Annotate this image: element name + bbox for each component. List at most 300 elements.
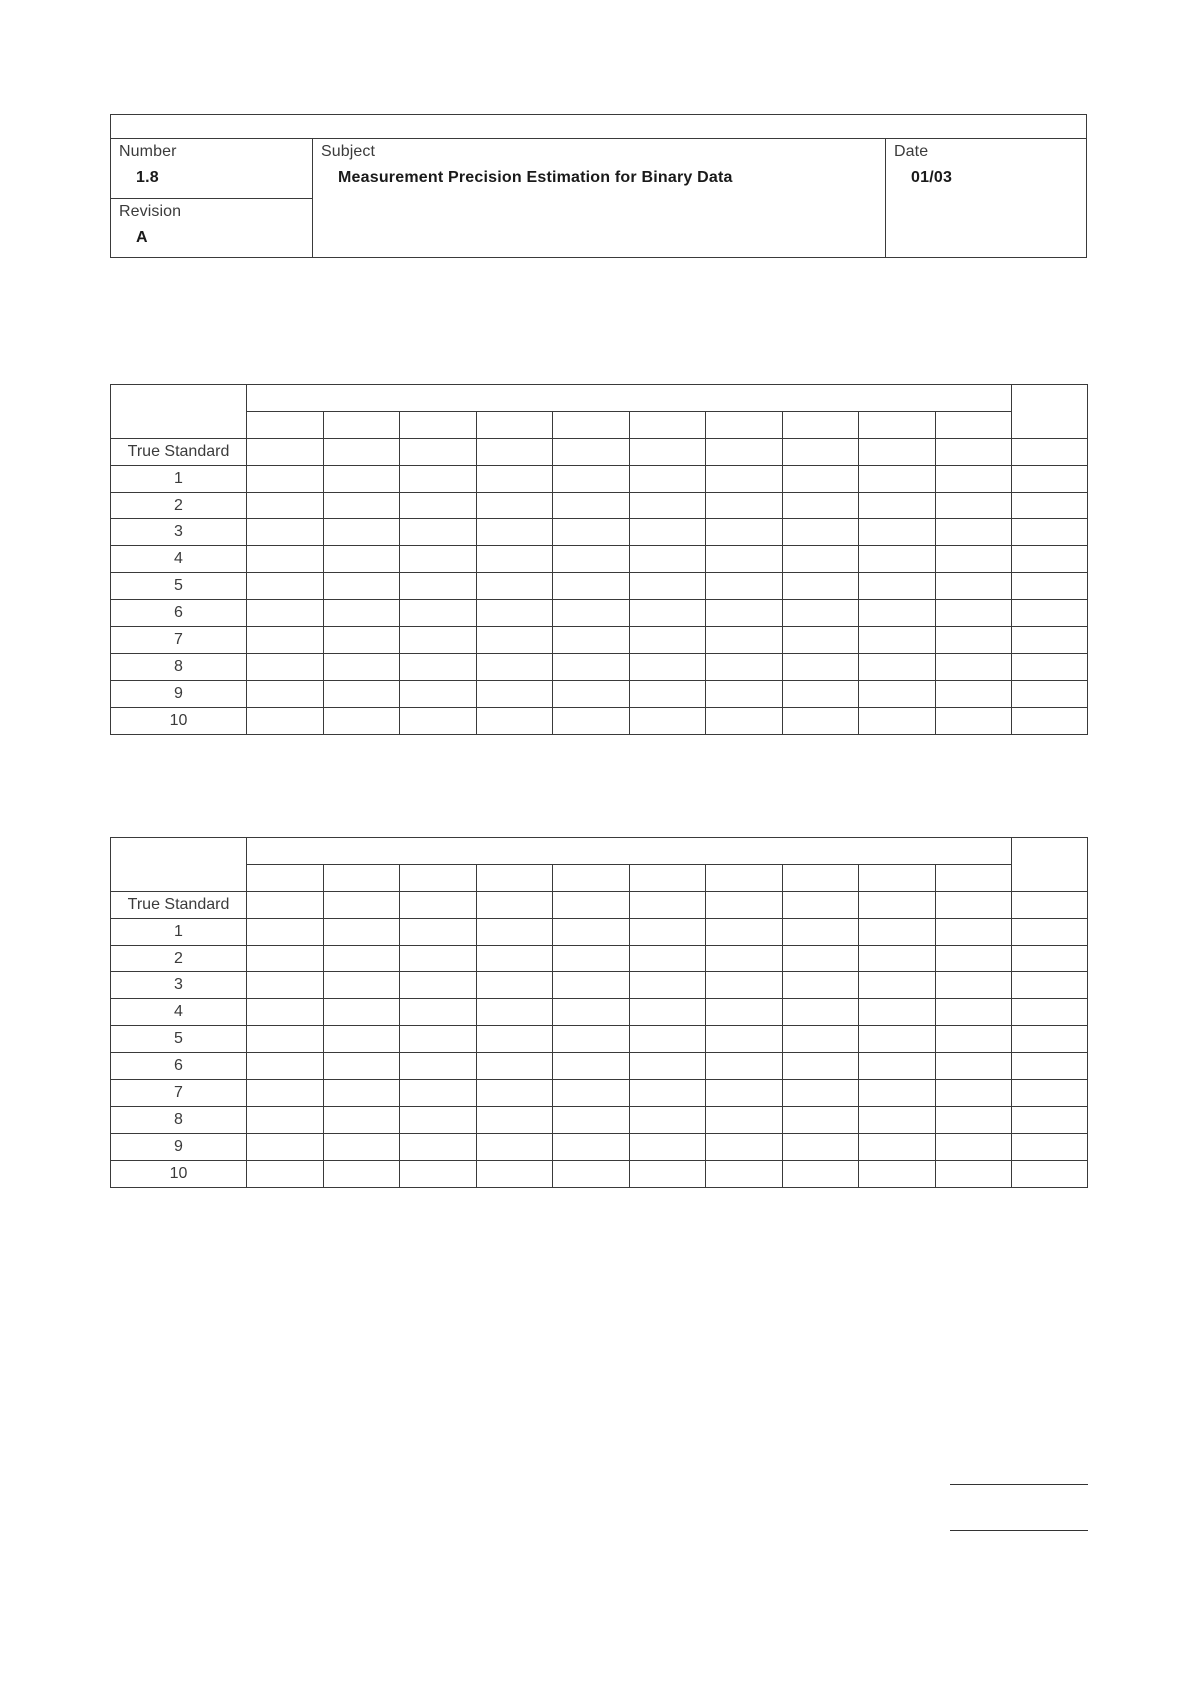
data-entry-cell[interactable]: [1012, 918, 1088, 945]
data-entry-cell[interactable]: [247, 1133, 324, 1160]
true-standard-cell[interactable]: [1012, 891, 1088, 918]
data-entry-cell[interactable]: [935, 945, 1012, 972]
data-entry-cell[interactable]: [476, 1160, 553, 1187]
table-subheader-row: [111, 864, 1088, 891]
trial-column-header-cell[interactable]: [476, 411, 553, 438]
header-top-strip: [111, 115, 1086, 139]
data-entry-cell[interactable]: [1012, 1106, 1088, 1133]
data-entry-cell[interactable]: [935, 627, 1012, 654]
data-entry-cell[interactable]: [706, 1160, 783, 1187]
true-standard-cell[interactable]: [859, 891, 936, 918]
data-entry-cell[interactable]: [782, 999, 859, 1026]
data-entry-cell[interactable]: [476, 680, 553, 707]
row-number-label: 3: [111, 519, 247, 546]
data-entry-cell[interactable]: [706, 1053, 783, 1080]
row-number-label: 2: [111, 945, 247, 972]
data-entry-cell[interactable]: [1012, 707, 1088, 734]
true-standard-cell[interactable]: [553, 438, 630, 465]
row-number-label: 3: [111, 972, 247, 999]
data-entry-cell[interactable]: [247, 918, 324, 945]
data-entry-cell[interactable]: [400, 627, 477, 654]
data-entry-cell[interactable]: [1012, 1080, 1088, 1107]
data-entry-cell[interactable]: [935, 1106, 1012, 1133]
measurement-grid-2: [110, 837, 1088, 1188]
true-standard-cell[interactable]: [323, 438, 400, 465]
data-entry-cell[interactable]: [553, 600, 630, 627]
data-entry-cell[interactable]: [935, 1026, 1012, 1053]
trial-column-header-cell[interactable]: [247, 864, 324, 891]
data-entry-cell[interactable]: [476, 918, 553, 945]
data-entry-cell[interactable]: [706, 573, 783, 600]
data-entry-cell[interactable]: [323, 1053, 400, 1080]
data-entry-cell[interactable]: [1012, 999, 1088, 1026]
data-entry-cell[interactable]: [323, 1106, 400, 1133]
data-entry-cell[interactable]: [782, 918, 859, 945]
data-entry-cell[interactable]: [859, 1106, 936, 1133]
data-entry-cell[interactable]: [476, 519, 553, 546]
true-standard-cell[interactable]: [629, 891, 706, 918]
data-entry-cell[interactable]: [247, 1106, 324, 1133]
data-entry-cell[interactable]: [400, 600, 477, 627]
data-entry-cell[interactable]: [476, 600, 553, 627]
data-entry-cell[interactable]: [323, 627, 400, 654]
row-number-label: 4: [111, 546, 247, 573]
data-entry-cell[interactable]: [859, 573, 936, 600]
data-entry-cell[interactable]: [629, 918, 706, 945]
data-entry-cell[interactable]: [553, 999, 630, 1026]
number-value: 1.8: [136, 169, 159, 186]
data-entry-cell[interactable]: [247, 1053, 324, 1080]
data-entry-cell[interactable]: [706, 546, 783, 573]
data-entry-cell[interactable]: [476, 707, 553, 734]
data-entry-cell[interactable]: [706, 680, 783, 707]
true-standard-cell[interactable]: [782, 438, 859, 465]
data-entry-cell[interactable]: [1012, 465, 1088, 492]
table-row: [111, 573, 1088, 600]
data-entry-cell[interactable]: [935, 600, 1012, 627]
data-entry-cell[interactable]: [476, 1106, 553, 1133]
data-entry-cell[interactable]: [859, 653, 936, 680]
data-entry-cell[interactable]: [782, 519, 859, 546]
data-entry-cell[interactable]: [629, 492, 706, 519]
data-entry-cell[interactable]: [629, 1080, 706, 1107]
data-entry-cell[interactable]: [476, 653, 553, 680]
data-entry-cell[interactable]: [629, 1160, 706, 1187]
data-entry-cell[interactable]: [706, 1106, 783, 1133]
data-entry-cell[interactable]: [935, 918, 1012, 945]
data-entry-cell[interactable]: [859, 945, 936, 972]
table-row: [111, 600, 1088, 627]
data-entry-cell[interactable]: [323, 972, 400, 999]
data-entry-cell[interactable]: [553, 972, 630, 999]
corner-header-cell: [111, 838, 247, 892]
result-header-cell[interactable]: [1012, 385, 1088, 439]
trials-group-header-cell[interactable]: [247, 838, 1012, 865]
data-entry-cell[interactable]: [400, 573, 477, 600]
true-standard-cell[interactable]: [935, 891, 1012, 918]
trial-column-header-cell[interactable]: [782, 411, 859, 438]
number-label: Number: [119, 143, 177, 160]
data-entry-cell[interactable]: [400, 999, 477, 1026]
data-entry-cell[interactable]: [859, 999, 936, 1026]
data-entry-cell[interactable]: [476, 492, 553, 519]
data-entry-cell[interactable]: [782, 1133, 859, 1160]
data-entry-cell[interactable]: [706, 707, 783, 734]
data-entry-cell[interactable]: [859, 492, 936, 519]
data-entry-cell[interactable]: [400, 918, 477, 945]
data-entry-cell[interactable]: [1012, 546, 1088, 573]
data-entry-cell[interactable]: [859, 546, 936, 573]
revision-value: A: [136, 229, 148, 246]
data-entry-cell[interactable]: [935, 465, 1012, 492]
table-row: [111, 680, 1088, 707]
trial-column-header-cell[interactable]: [859, 411, 936, 438]
data-entry-cell[interactable]: [935, 972, 1012, 999]
trial-column-header-cell[interactable]: [553, 411, 630, 438]
data-entry-cell[interactable]: [859, 918, 936, 945]
true-standard-cell[interactable]: [553, 891, 630, 918]
data-entry-cell[interactable]: [1012, 573, 1088, 600]
subject-field: [313, 139, 886, 257]
trial-column-header-cell[interactable]: [476, 864, 553, 891]
data-entry-cell[interactable]: [323, 999, 400, 1026]
table-row: [111, 1053, 1088, 1080]
true-standard-cell[interactable]: [935, 438, 1012, 465]
data-entry-cell[interactable]: [629, 1053, 706, 1080]
data-entry-cell[interactable]: [476, 1053, 553, 1080]
data-entry-cell[interactable]: [782, 653, 859, 680]
data-entry-cell[interactable]: [706, 918, 783, 945]
data-entry-cell[interactable]: [323, 492, 400, 519]
data-entry-cell[interactable]: [629, 573, 706, 600]
trial-column-header-cell[interactable]: [935, 411, 1012, 438]
data-entry-cell[interactable]: [247, 465, 324, 492]
signature-line[interactable]: [950, 1484, 1088, 1485]
data-entry-cell[interactable]: [782, 546, 859, 573]
data-entry-cell[interactable]: [247, 492, 324, 519]
data-entry-cell[interactable]: [400, 1080, 477, 1107]
data-entry-cell[interactable]: [553, 1133, 630, 1160]
data-entry-cell[interactable]: [1012, 600, 1088, 627]
data-entry-cell[interactable]: [706, 945, 783, 972]
data-entry-cell[interactable]: [706, 1133, 783, 1160]
row-number-label: 5: [111, 1026, 247, 1053]
table-row: [111, 465, 1088, 492]
data-entry-cell[interactable]: [323, 1026, 400, 1053]
trial-column-header-cell[interactable]: [629, 864, 706, 891]
data-entry-cell[interactable]: [935, 573, 1012, 600]
data-entry-cell[interactable]: [323, 918, 400, 945]
data-entry-cell[interactable]: [629, 600, 706, 627]
data-entry-cell[interactable]: [553, 546, 630, 573]
data-entry-cell[interactable]: [629, 707, 706, 734]
row-number-label: 7: [111, 627, 247, 654]
data-entry-cell[interactable]: [629, 465, 706, 492]
data-entry-cell[interactable]: [859, 707, 936, 734]
data-entry-cell[interactable]: [400, 546, 477, 573]
data-entry-cell[interactable]: [629, 627, 706, 654]
data-entry-cell[interactable]: [476, 999, 553, 1026]
data-entry-cell[interactable]: [323, 600, 400, 627]
row-number-label: 8: [111, 1106, 247, 1133]
data-entry-cell[interactable]: [400, 653, 477, 680]
data-entry-cell[interactable]: [629, 653, 706, 680]
true-standard-cell[interactable]: [476, 891, 553, 918]
data-entry-cell[interactable]: [782, 1026, 859, 1053]
data-entry-cell[interactable]: [400, 1053, 477, 1080]
data-entry-cell[interactable]: [706, 653, 783, 680]
true-standard-cell[interactable]: [706, 438, 783, 465]
data-entry-cell[interactable]: [400, 972, 477, 999]
data-entry-cell[interactable]: [247, 519, 324, 546]
data-entry-cell[interactable]: [476, 627, 553, 654]
result-header-cell[interactable]: [1012, 838, 1088, 892]
data-entry-cell[interactable]: [247, 972, 324, 999]
data-entry-cell[interactable]: [476, 573, 553, 600]
row-number-label: 9: [111, 1133, 247, 1160]
data-entry-cell[interactable]: [782, 465, 859, 492]
row-number-label: 10: [111, 707, 247, 734]
data-entry-cell[interactable]: [706, 600, 783, 627]
table-row: [111, 918, 1088, 945]
table-row: [111, 999, 1088, 1026]
trial-column-header-cell[interactable]: [323, 411, 400, 438]
data-entry-cell[interactable]: [935, 492, 1012, 519]
data-entry-cell[interactable]: [323, 653, 400, 680]
trial-column-header-cell[interactable]: [706, 864, 783, 891]
data-entry-cell[interactable]: [323, 465, 400, 492]
data-entry-cell[interactable]: [553, 492, 630, 519]
data-entry-cell[interactable]: [935, 653, 1012, 680]
data-entry-cell[interactable]: [782, 945, 859, 972]
true-standard-row: [111, 891, 1088, 918]
data-entry-cell[interactable]: [1012, 653, 1088, 680]
date-signature-line[interactable]: [950, 1530, 1088, 1531]
data-entry-cell[interactable]: [1012, 680, 1088, 707]
data-entry-cell[interactable]: [476, 1026, 553, 1053]
trial-column-header-cell[interactable]: [629, 411, 706, 438]
data-entry-cell[interactable]: [1012, 627, 1088, 654]
data-entry-cell[interactable]: [400, 1106, 477, 1133]
data-entry-cell[interactable]: [935, 1080, 1012, 1107]
table-row: [111, 627, 1088, 654]
data-entry-cell[interactable]: [782, 600, 859, 627]
data-entry-cell[interactable]: [323, 573, 400, 600]
true-standard-cell[interactable]: [859, 438, 936, 465]
true-standard-cell[interactable]: [247, 891, 324, 918]
data-entry-cell[interactable]: [859, 1080, 936, 1107]
data-entry-cell[interactable]: [782, 1053, 859, 1080]
data-entry-cell[interactable]: [247, 600, 324, 627]
data-entry-cell[interactable]: [247, 707, 324, 734]
data-entry-cell[interactable]: [782, 707, 859, 734]
data-entry-cell[interactable]: [1012, 492, 1088, 519]
data-entry-cell[interactable]: [935, 546, 1012, 573]
data-entry-cell[interactable]: [553, 680, 630, 707]
row-number-label: 7: [111, 1080, 247, 1107]
data-entry-cell[interactable]: [782, 573, 859, 600]
true-standard-label: True Standard: [111, 438, 247, 465]
data-entry-cell[interactable]: [859, 465, 936, 492]
data-entry-cell[interactable]: [782, 492, 859, 519]
data-entry-cell[interactable]: [859, 519, 936, 546]
data-entry-cell[interactable]: [859, 1026, 936, 1053]
data-entry-cell[interactable]: [859, 1053, 936, 1080]
data-entry-cell[interactable]: [476, 546, 553, 573]
data-entry-cell[interactable]: [935, 1053, 1012, 1080]
data-entry-cell[interactable]: [1012, 1160, 1088, 1187]
true-standard-cell[interactable]: [706, 891, 783, 918]
trial-column-header-cell[interactable]: [859, 864, 936, 891]
trial-column-header-cell[interactable]: [782, 864, 859, 891]
true-standard-cell[interactable]: [1012, 438, 1088, 465]
data-entry-cell[interactable]: [323, 546, 400, 573]
data-entry-cell[interactable]: [400, 945, 477, 972]
data-entry-cell[interactable]: [859, 627, 936, 654]
data-entry-cell[interactable]: [1012, 945, 1088, 972]
data-entry-cell[interactable]: [553, 653, 630, 680]
data-entry-cell[interactable]: [629, 1106, 706, 1133]
trial-column-header-cell[interactable]: [400, 864, 477, 891]
data-entry-cell[interactable]: [400, 1160, 477, 1187]
data-entry-cell[interactable]: [553, 465, 630, 492]
data-entry-cell[interactable]: [935, 1160, 1012, 1187]
table-row: [111, 546, 1088, 573]
true-standard-cell[interactable]: [782, 891, 859, 918]
data-entry-cell[interactable]: [553, 1080, 630, 1107]
data-entry-cell[interactable]: [553, 519, 630, 546]
data-entry-cell[interactable]: [553, 1160, 630, 1187]
data-entry-cell[interactable]: [323, 1133, 400, 1160]
data-entry-cell[interactable]: [476, 465, 553, 492]
data-entry-cell[interactable]: [629, 1133, 706, 1160]
data-entry-cell[interactable]: [323, 519, 400, 546]
data-entry-cell[interactable]: [706, 519, 783, 546]
true-standard-cell[interactable]: [323, 891, 400, 918]
data-entry-cell[interactable]: [935, 680, 1012, 707]
data-entry-cell[interactable]: [706, 465, 783, 492]
data-entry-cell[interactable]: [629, 945, 706, 972]
true-standard-cell[interactable]: [629, 438, 706, 465]
data-entry-cell[interactable]: [247, 945, 324, 972]
data-entry-cell[interactable]: [859, 972, 936, 999]
data-entry-cell[interactable]: [247, 1080, 324, 1107]
trials-group-header-cell[interactable]: [247, 385, 1012, 412]
data-entry-cell[interactable]: [859, 1160, 936, 1187]
data-entry-cell[interactable]: [553, 627, 630, 654]
data-entry-cell[interactable]: [247, 680, 324, 707]
data-entry-cell[interactable]: [247, 653, 324, 680]
data-entry-cell[interactable]: [323, 1080, 400, 1107]
row-number-label: 6: [111, 1053, 247, 1080]
data-entry-cell[interactable]: [629, 1026, 706, 1053]
data-entry-cell[interactable]: [859, 600, 936, 627]
data-entry-cell[interactable]: [1012, 1053, 1088, 1080]
data-entry-cell[interactable]: [400, 492, 477, 519]
data-entry-cell[interactable]: [247, 1026, 324, 1053]
data-entry-cell[interactable]: [553, 1106, 630, 1133]
measurement-grid-1: [110, 384, 1088, 735]
true-standard-cell[interactable]: [247, 438, 324, 465]
data-entry-cell[interactable]: [706, 627, 783, 654]
data-entry-cell[interactable]: [553, 1053, 630, 1080]
data-entry-cell[interactable]: [859, 680, 936, 707]
data-entry-cell[interactable]: [629, 972, 706, 999]
data-entry-cell[interactable]: [476, 945, 553, 972]
data-entry-cell[interactable]: [782, 1080, 859, 1107]
data-entry-cell[interactable]: [553, 707, 630, 734]
data-entry-cell[interactable]: [935, 1133, 1012, 1160]
data-entry-cell[interactable]: [247, 546, 324, 573]
data-entry-cell[interactable]: [400, 1026, 477, 1053]
trial-column-header-cell[interactable]: [400, 411, 477, 438]
data-entry-cell[interactable]: [1012, 1133, 1088, 1160]
data-entry-cell[interactable]: [476, 972, 553, 999]
data-entry-cell[interactable]: [629, 519, 706, 546]
data-entry-cell[interactable]: [1012, 972, 1088, 999]
data-entry-cell[interactable]: [782, 680, 859, 707]
data-entry-cell[interactable]: [782, 627, 859, 654]
data-entry-cell[interactable]: [323, 680, 400, 707]
true-standard-cell[interactable]: [400, 891, 477, 918]
data-entry-cell[interactable]: [1012, 519, 1088, 546]
data-entry-cell[interactable]: [935, 707, 1012, 734]
data-entry-cell[interactable]: [629, 546, 706, 573]
data-entry-cell[interactable]: [553, 573, 630, 600]
data-entry-cell[interactable]: [629, 999, 706, 1026]
data-entry-cell[interactable]: [247, 999, 324, 1026]
data-entry-cell[interactable]: [782, 972, 859, 999]
table-row: [111, 1080, 1088, 1107]
trial-column-header-cell[interactable]: [553, 864, 630, 891]
data-entry-cell[interactable]: [935, 999, 1012, 1026]
data-entry-cell[interactable]: [553, 945, 630, 972]
data-entry-cell[interactable]: [476, 1080, 553, 1107]
data-entry-cell[interactable]: [706, 1080, 783, 1107]
data-entry-cell[interactable]: [323, 945, 400, 972]
data-entry-cell[interactable]: [629, 680, 706, 707]
data-entry-cell[interactable]: [247, 573, 324, 600]
data-entry-cell[interactable]: [400, 519, 477, 546]
data-entry-cell[interactable]: [323, 707, 400, 734]
data-entry-cell[interactable]: [476, 1133, 553, 1160]
data-entry-cell[interactable]: [323, 1160, 400, 1187]
data-entry-cell[interactable]: [782, 1160, 859, 1187]
data-entry-cell[interactable]: [400, 465, 477, 492]
data-entry-cell[interactable]: [247, 1160, 324, 1187]
data-entry-cell[interactable]: [706, 999, 783, 1026]
data-entry-cell[interactable]: [706, 1026, 783, 1053]
trial-column-header-cell[interactable]: [706, 411, 783, 438]
true-standard-cell[interactable]: [400, 438, 477, 465]
data-entry-cell[interactable]: [706, 492, 783, 519]
trial-column-header-cell[interactable]: [935, 864, 1012, 891]
data-entry-cell[interactable]: [935, 519, 1012, 546]
trial-column-header-cell[interactable]: [323, 864, 400, 891]
data-entry-cell[interactable]: [400, 1133, 477, 1160]
true-standard-cell[interactable]: [476, 438, 553, 465]
data-entry-cell[interactable]: [553, 918, 630, 945]
data-entry-cell[interactable]: [706, 972, 783, 999]
data-entry-cell[interactable]: [553, 1026, 630, 1053]
trial-column-header-cell[interactable]: [247, 411, 324, 438]
data-entry-cell[interactable]: [400, 707, 477, 734]
data-entry-cell[interactable]: [782, 1106, 859, 1133]
data-entry-cell[interactable]: [859, 1133, 936, 1160]
data-entry-cell[interactable]: [247, 627, 324, 654]
data-entry-cell[interactable]: [400, 680, 477, 707]
data-entry-cell[interactable]: [1012, 1026, 1088, 1053]
